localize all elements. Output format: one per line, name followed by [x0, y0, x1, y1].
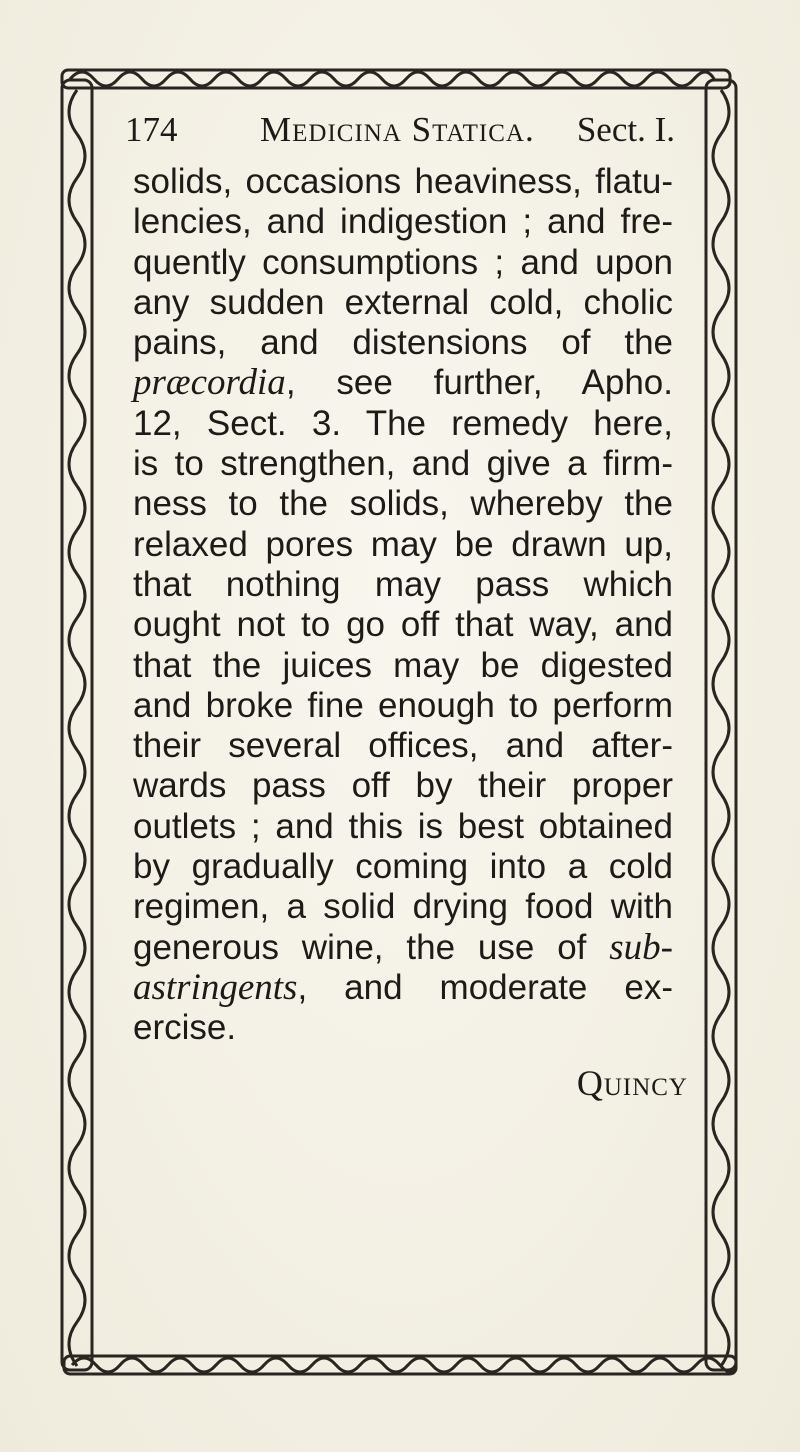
text-line: astringents, and moderate ex-	[133, 966, 673, 1008]
running-title: Medicina Statica.	[260, 110, 535, 149]
text-line: regimen, a solid drying food with	[133, 887, 673, 927]
text-line: that the juices may be digested	[133, 645, 673, 685]
running-header	[125, 110, 675, 160]
italic-term: præcordia	[133, 362, 286, 404]
section-label: Sect. I.	[576, 110, 675, 149]
text-line: outlets ; and this is best obtained	[133, 806, 673, 846]
text-line: ought not to go off that way, and	[133, 605, 673, 645]
text-line: relaxed pores may be drawn up,	[133, 524, 673, 564]
text-line: is to strengthen, and give a firm-	[133, 444, 673, 484]
italic-term: sub-	[609, 926, 673, 968]
italic-term: astringents	[133, 966, 298, 1008]
text-line: any sudden external cold, cholic	[133, 282, 673, 322]
text-line: lencies, and indigestion ; and fre-	[133, 202, 673, 242]
text-line: and broke fine enough to perform	[133, 685, 673, 725]
text-line: wards pass off by their proper	[133, 766, 673, 806]
text-line: generous wine, the use of sub-	[133, 926, 673, 968]
text-line: ercise.	[133, 1008, 237, 1048]
text-line: ness to the solids, whereby the	[133, 484, 673, 524]
text-line: that nothing may pass which	[133, 564, 673, 604]
text-line: by gradually coming into a cold	[133, 847, 673, 887]
body-text	[133, 162, 673, 1049]
text-line: præcordia, see further, Apho.	[133, 362, 673, 404]
text-line: quently consumptions ; and upon	[133, 242, 673, 282]
text-line: their several offices, and after-	[133, 726, 673, 766]
page-number: 174	[125, 110, 178, 149]
text-line: 12, Sect. 3. The remedy here,	[133, 403, 673, 443]
text-line: pains, and distensions of the	[133, 323, 673, 363]
catchword: Quincy	[576, 1063, 688, 1103]
text-line: solids, occasions heaviness, flatu-	[133, 162, 673, 201]
